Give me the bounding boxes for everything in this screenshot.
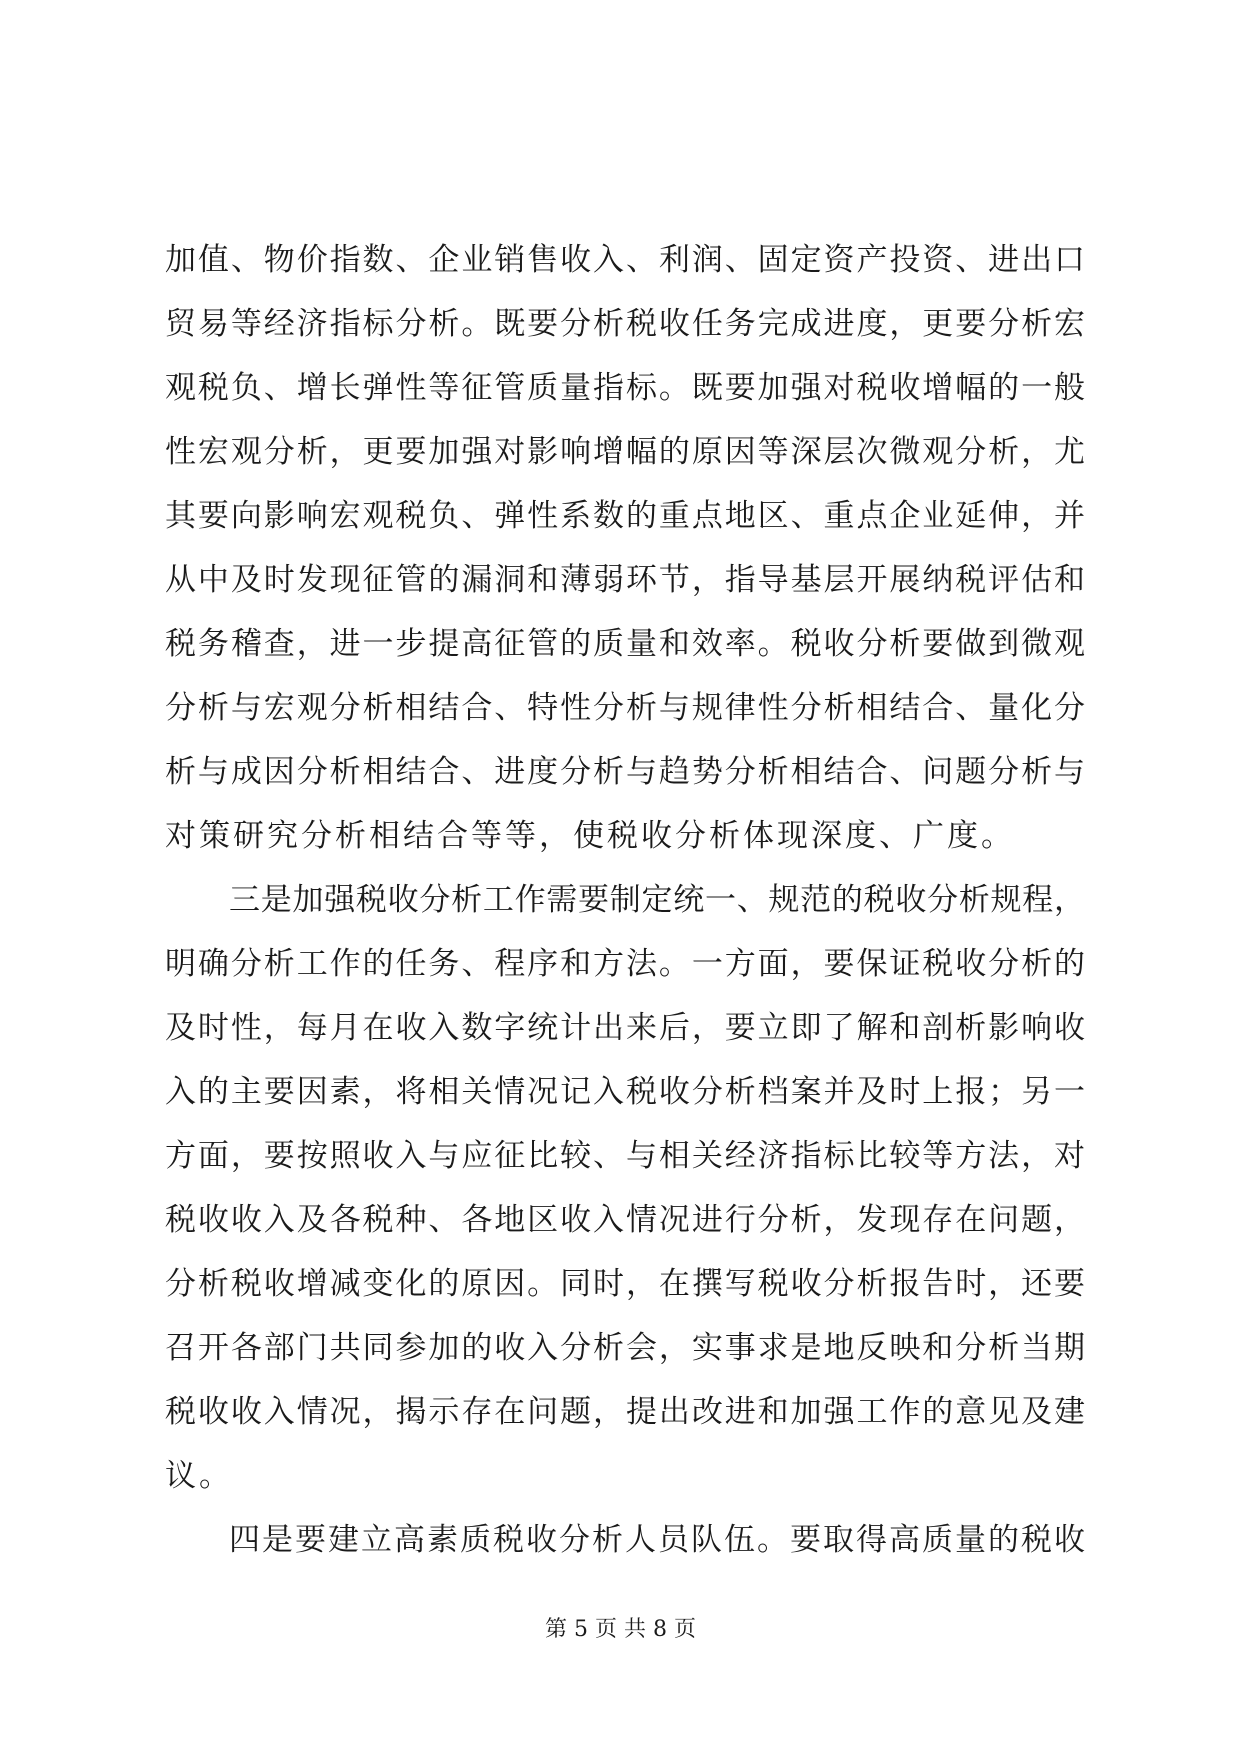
document-body xyxy=(165,228,1085,1572)
paragraph-line: 四是要建立高素质税收分析人员队伍。要取得高质量的税收 xyxy=(229,1522,1085,1558)
paragraph-line: 税务稽查，进一步提高征管的质量和效率。税收分析要做到微观 xyxy=(165,626,1085,662)
paragraph-line: 三是加强税收分析工作需要制定统一、规范的税收分析规程， xyxy=(229,882,1085,918)
paragraph-line: 贸易等经济指标分析。既要分析税收任务完成进度，更要分析宏 xyxy=(165,306,1085,342)
paragraph-line: 加值、物价指数、企业销售收入、利润、固定资产投资、进出口 xyxy=(165,242,1085,278)
paragraph-3 xyxy=(165,1508,1085,1572)
paragraph-line: 对策研究分析相结合等等，使税收分析体现深度、广度。 xyxy=(165,818,1015,854)
paragraph-line: 观税负、增长弹性等征管质量指标。既要加强对税收增幅的一般 xyxy=(165,370,1085,406)
paragraph-line: 析与成因分析相结合、进度分析与趋势分析相结合、问题分析与 xyxy=(165,754,1085,790)
paragraph-line: 方面，要按照收入与应征比较、与相关经济指标比较等方法，对 xyxy=(165,1138,1085,1174)
paragraph-line: 议。 xyxy=(165,1458,233,1494)
paragraph-line: 明确分析工作的任务、程序和方法。一方面，要保证税收分析的 xyxy=(165,946,1085,982)
paragraph-line: 召开各部门共同参加的收入分析会，实事求是地反映和分析当期 xyxy=(165,1330,1085,1366)
paragraph-line: 及时性，每月在收入数字统计出来后，要立即了解和剖析影响收 xyxy=(165,1010,1085,1046)
paragraph-line: 税收收入情况，揭示存在问题，提出改进和加强工作的意见及建 xyxy=(165,1394,1085,1430)
paragraph-line: 性宏观分析，更要加强对影响增幅的原因等深层次微观分析，尤 xyxy=(165,434,1085,470)
paragraph-1 xyxy=(165,228,1085,868)
paragraph-line: 分析与宏观分析相结合、特性分析与规律性分析相结合、量化分 xyxy=(165,690,1085,726)
paragraph-line: 分析税收增减变化的原因。同时，在撰写税收分析报告时，还要 xyxy=(165,1266,1085,1302)
paragraph-2 xyxy=(165,868,1085,1508)
page-footer xyxy=(0,1615,1241,1645)
paragraph-line: 入的主要因素，将相关情况记入税收分析档案并及时上报；另一 xyxy=(165,1074,1085,1110)
paragraph-line: 从中及时发现征管的漏洞和薄弱环节，指导基层开展纳税评估和 xyxy=(165,562,1085,598)
paragraph-line: 其要向影响宏观税负、弹性系数的重点地区、重点企业延伸，并 xyxy=(165,498,1085,534)
page-number-label: 第 5 页 共 8 页 xyxy=(545,1617,696,1642)
paragraph-line: 税收收入及各税种、各地区收入情况进行分析，发现存在问题， xyxy=(165,1202,1085,1238)
